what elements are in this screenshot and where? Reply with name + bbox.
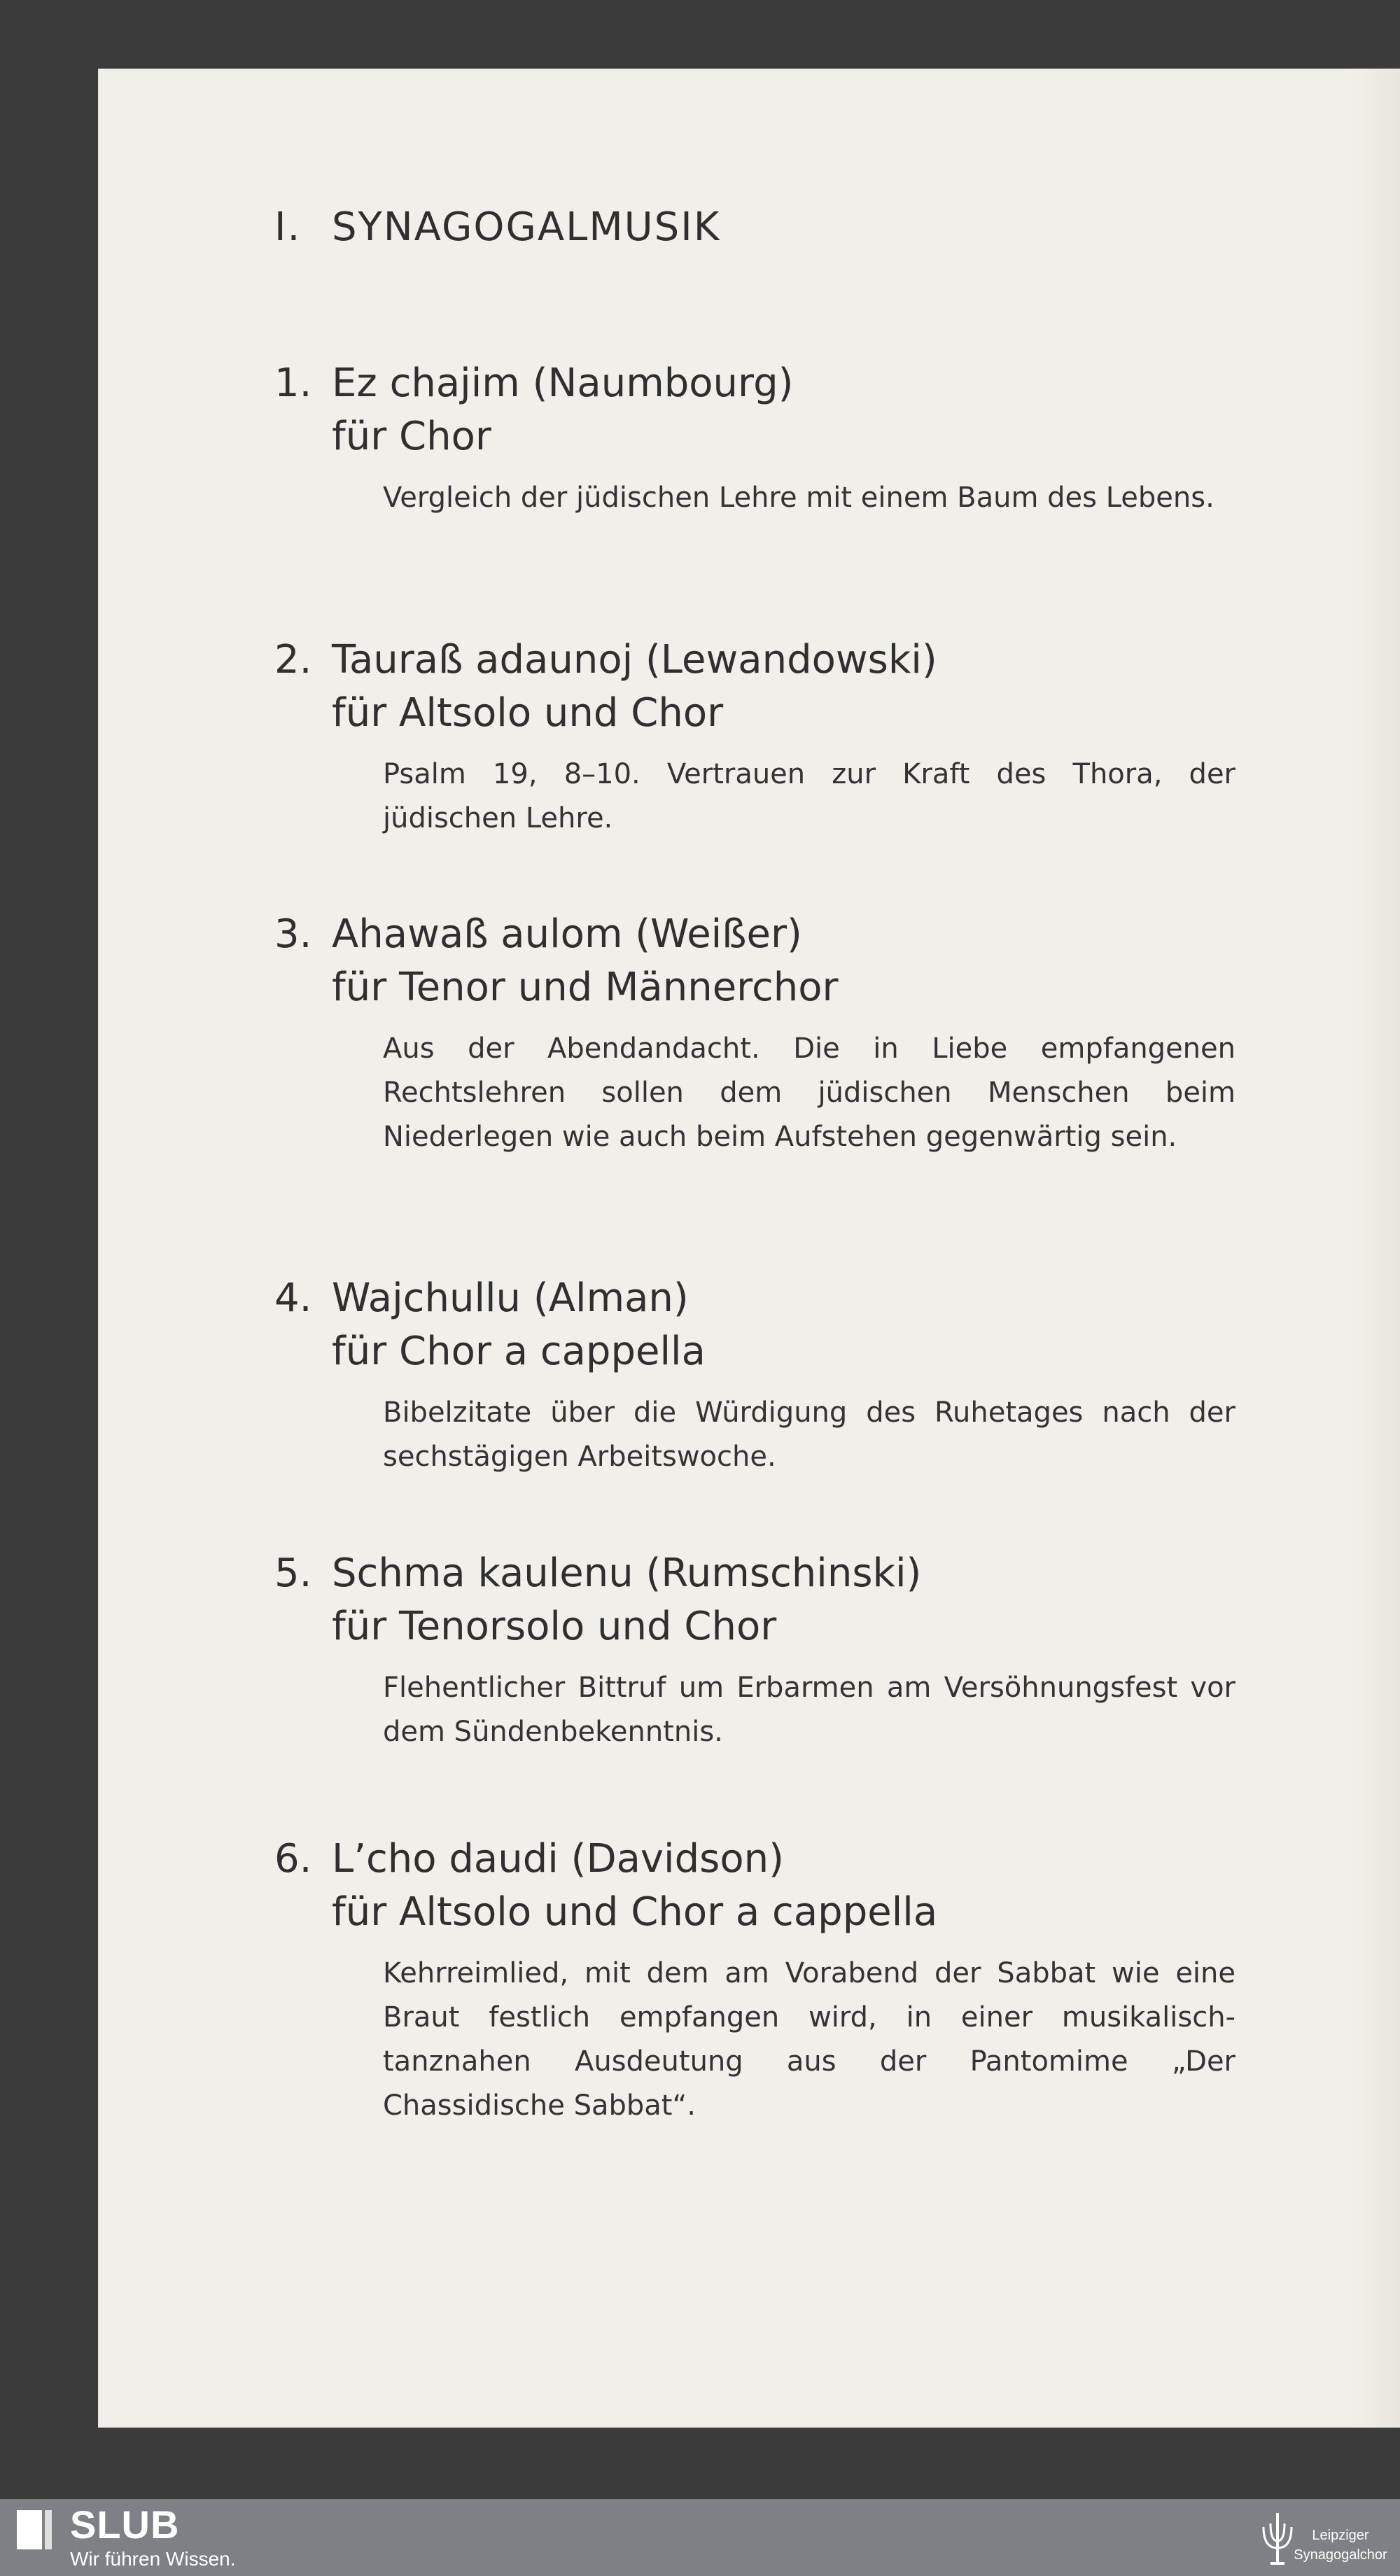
entry-number: 2. bbox=[274, 637, 312, 682]
entry-title: Schma kaulenu (Rumschinski) bbox=[332, 1550, 922, 1596]
program-entry-6 bbox=[274, 1833, 1254, 2128]
entry-subtitle: für Tenorsolo und Chor bbox=[332, 1604, 777, 1649]
entry-description: Aus der Abendandacht. Die in Liebe empfangenen Rechtslehren sollen dem jüdischen Menschen beim Niederlegen wie auch beim Aufstehen gegenwärtig sein. bbox=[383, 1032, 1236, 1153]
entry-subtitle: für Tenor und Männerchor bbox=[332, 965, 839, 1010]
paper-edge bbox=[1351, 69, 1400, 2428]
entry-number: 4. bbox=[274, 1275, 312, 1321]
entry-description: Bibelzitate über die Würdigung des Ruhetages nach der sechstägigen Arbeitswoche. bbox=[383, 1396, 1236, 1473]
entry-number: 5. bbox=[274, 1550, 312, 1596]
entry-title: Tauraß adaunoj (Lewandowski) bbox=[332, 637, 937, 682]
entry-title: Ahawaß aulom (Weißer) bbox=[332, 911, 802, 957]
entry-description: Kehrreimlied, mit dem am Vorabend der Sabbat wie eine Braut festlich empfangen wird, in einer musikalisch-tanznahen Ausdeutung aus der Pantomime „Der Chassidische Sabbat“. bbox=[383, 1957, 1236, 2122]
slub-logo-tagline: Wir führen Wissen. bbox=[70, 2548, 236, 2570]
entry-description: Vergleich der jüdischen Lehre mit einem Baum des Lebens. bbox=[383, 482, 1214, 514]
entry-subtitle: für Altsolo und Chor bbox=[332, 690, 724, 736]
entry-number: 3. bbox=[274, 911, 312, 957]
program-entry-1 bbox=[274, 357, 1254, 520]
program-entry-2 bbox=[274, 634, 1254, 841]
choir-logo-line1: Leipziger bbox=[1312, 2528, 1369, 2543]
entry-number: 1. bbox=[274, 360, 312, 406]
section-number: I. bbox=[274, 204, 302, 250]
slub-logo-name[interactable]: SLUB bbox=[70, 2502, 180, 2547]
choir-logo-line2: Synagogalchor bbox=[1294, 2547, 1387, 2563]
entry-number: 6. bbox=[274, 1836, 312, 1882]
entry-subtitle: für Altsolo und Chor a cappella bbox=[332, 1889, 938, 1935]
entry-title: Ez chajim (Naumbourg) bbox=[332, 360, 794, 406]
entry-subtitle: für Chor a cappella bbox=[332, 1329, 706, 1374]
entry-title: Wajchullu (Alman) bbox=[332, 1275, 689, 1321]
entry-title: L’cho daudi (Davidson) bbox=[332, 1836, 784, 1882]
program-entry-4 bbox=[274, 1272, 1254, 1479]
choir-logo-name bbox=[1288, 2526, 1393, 2565]
entry-description: Flehentlicher Bittruf um Erbarmen am Versöhnungsfest vor dem Sündenbekenntnis. bbox=[383, 1672, 1236, 1748]
viewer-footer-bar bbox=[0, 2499, 1400, 2576]
section-heading bbox=[274, 204, 720, 250]
section-title: SYNAGOGALMUSIK bbox=[332, 204, 721, 250]
program-entry-3 bbox=[274, 908, 1254, 1159]
program-entry-5 bbox=[274, 1547, 1254, 1754]
entry-subtitle: für Chor bbox=[332, 414, 491, 459]
entry-description: Psalm 19, 8–10. Vertrauen zur Kraft des Thora, der jüdischen Lehre. bbox=[383, 758, 1236, 834]
book-icon bbox=[14, 2507, 77, 2555]
